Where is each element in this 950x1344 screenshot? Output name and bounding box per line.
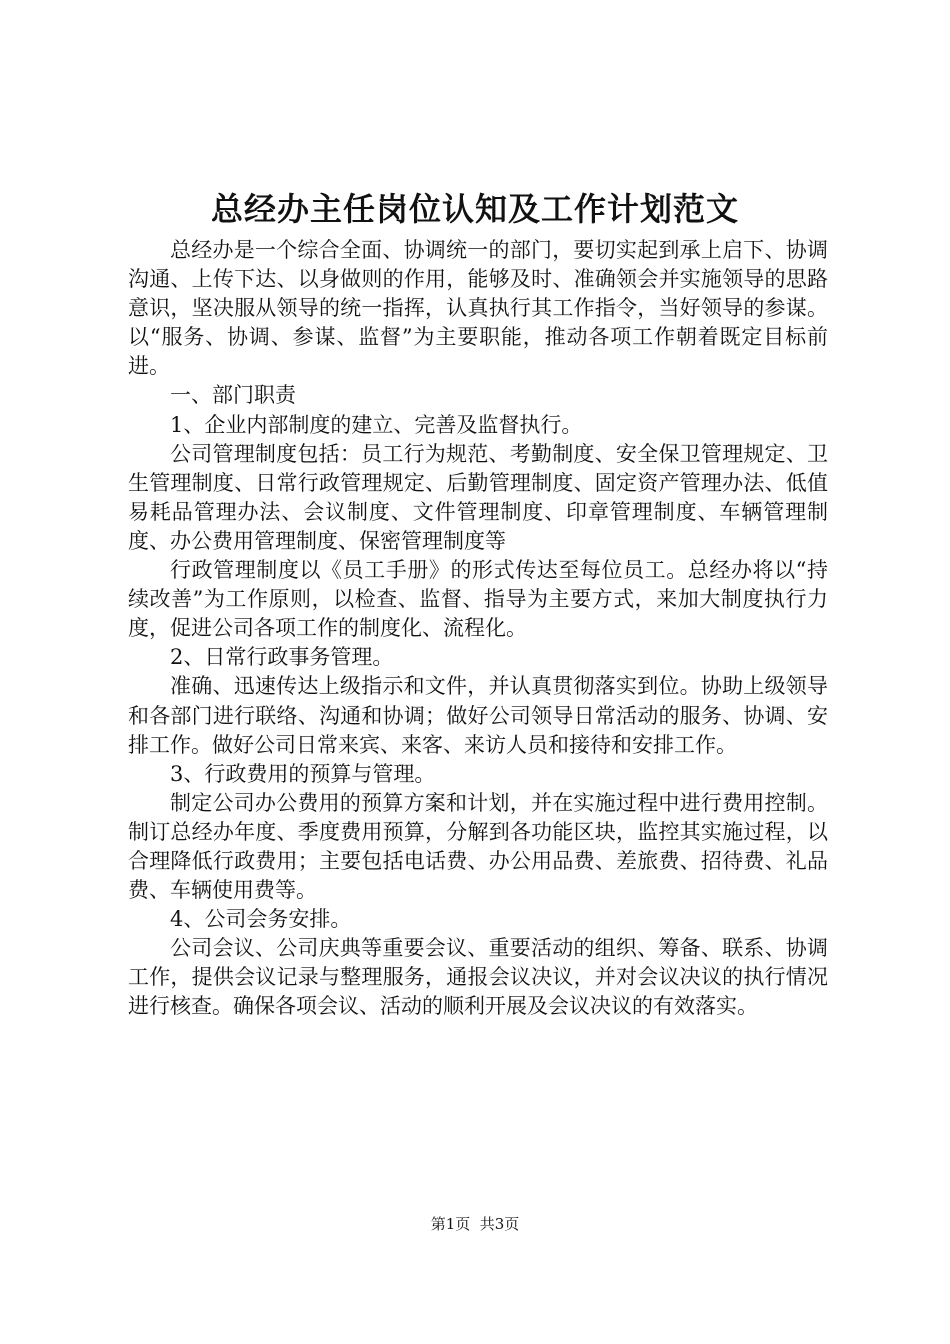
- paragraph-daily-affairs: 准确、迅速传达上级指示和文件，并认真贯彻落实到位。协助上级领导和各部门进行联络、沟通和协调；做好公司领导日常活动的服务、协调、安排工作。做好公司日常来宾、来客、来访人员和接待和安排工作。: [128, 674, 828, 757]
- item-heading-4: 4、公司会务安排。: [170, 907, 352, 932]
- paragraph-budget: 制定公司办公费用的预算方案和计划，并在实施过程中进行费用控制。制订总经办年度、季度费用预算，分解到各功能区块，监控其实施过程，以合理降低行政费用；主要包括电话费、办公用品费、差旅费、招待费、礼品费、车辆使用费等。: [128, 790, 828, 903]
- item-heading-2: 2、日常行政事务管理。: [170, 645, 394, 670]
- document-body: [128, 236, 828, 1022]
- paragraph-meetings: 公司会议、公司庆典等重要会议、重要活动的组织、筹备、联系、协调工作，提供会议记录与整理服务，通报会议决议，并对会议决议的执行情况进行核查。确保各项会议、活动的顺利开展及会议决议的有效落实。: [128, 936, 828, 1019]
- page-number-footer: 第1页 共3页: [430, 1215, 520, 1233]
- document-title: 总经办主任岗位认知及工作计划范文: [210, 190, 739, 228]
- item-heading-1: 1、企业内部制度的建立、完善及监督执行。: [170, 412, 583, 437]
- item-heading-3: 3、行政费用的预算与管理。: [170, 761, 436, 786]
- section-heading-department-duties: 一、部门职责: [170, 383, 296, 408]
- paragraph-employee-handbook: 行政管理制度以《员工手册》的形式传达至每位员工。总经办将以“持续改善”为工作原则，以检查、监督、指导为主要方式，来加大制度执行力度，促进公司各项工作的制度化、流程化。: [128, 558, 828, 641]
- paragraph-intro: 总经办是一个综合全面、协调统一的部门，要切实起到承上启下、协调沟通、上传下达、以身做则的作用，能够及时、准确领会并实施领导的思路意识，坚决服从领导的统一指挥，认真执行其工作指令，当好领导的参谋。以“服务、协调、参谋、监督”为主要职能，推动各项工作朝着既定目标前进。: [128, 238, 828, 379]
- paragraph-management-systems: 公司管理制度包括：员工行为规范、考勤制度、安全保卫管理规定、卫生管理制度、日常行政管理规定、后勤管理制度、固定资产管理办法、低值易耗品管理办法、会议制度、文件管理制度、印章管理制度、车辆管理制度、办公费用管理制度、保密管理制度等: [128, 441, 828, 553]
